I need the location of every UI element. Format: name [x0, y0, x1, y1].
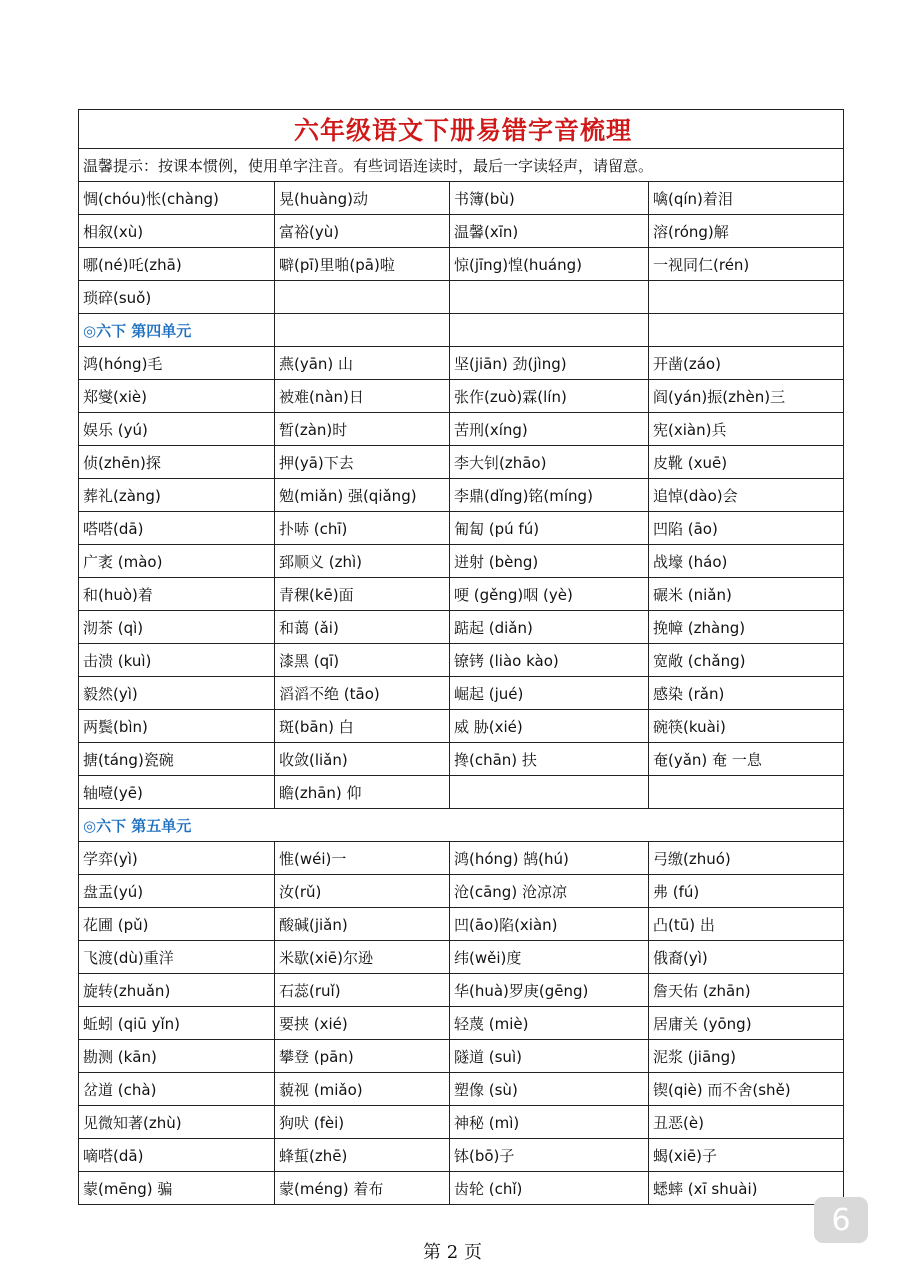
table-row: [79, 182, 844, 215]
table-cell: 琐碎(suǒ): [79, 281, 275, 314]
table-cell: 盘盂(yú): [79, 875, 275, 908]
table-row: [79, 776, 844, 809]
title-row: [79, 110, 844, 149]
section-heading-unit4: ◎六下 第四单元: [79, 314, 275, 347]
section-heading-unit5: ◎六下 第五单元: [79, 809, 844, 842]
table-cell: 哽 (gěng)咽 (yè): [450, 578, 649, 611]
page-badge: 6: [814, 1197, 868, 1243]
table-row: [79, 545, 844, 578]
table-cell: 漆黑 (qī): [275, 644, 450, 677]
table-cell: 郅顺义 (zhì): [275, 545, 450, 578]
table-cell: 要挟 (xié): [275, 1007, 450, 1040]
table-cell: 蝎(xiē)子: [649, 1139, 844, 1172]
table-cell: 葬礼(zàng): [79, 479, 275, 512]
table-cell: 晃(huàng)动: [275, 182, 450, 215]
table-cell: 奄(yǎn) 奄 一息: [649, 743, 844, 776]
table-cell: 齿轮 (chǐ): [450, 1172, 649, 1205]
table-row: [79, 248, 844, 281]
table-cell: 广袤 (mào): [79, 545, 275, 578]
page-title: 六年级语文下册易错字音梳理: [79, 110, 844, 149]
table-cell: 李鼎(dǐng)铭(míng): [450, 479, 649, 512]
table-cell: 一视同仁(rén): [649, 248, 844, 281]
table-row: [79, 875, 844, 908]
table-cell: 惟(wéi)一: [275, 842, 450, 875]
section-heading-unit4-row: [79, 314, 844, 347]
table-row: [79, 1040, 844, 1073]
table-cell: 丑恶(è): [649, 1106, 844, 1139]
table-cell: 哪(né)吒(zhā): [79, 248, 275, 281]
tip-text: 温馨提示：按课本惯例，使用单字注音。有些词语连读时，最后一字读轻声，请留意。: [79, 149, 844, 182]
table-cell: 匍匐 (pú fú): [450, 512, 649, 545]
pronunciation-table: [78, 109, 844, 1205]
table-row: [79, 347, 844, 380]
table-cell: 溶(róng)解: [649, 215, 844, 248]
table-row: [79, 842, 844, 875]
table-cell: 瞻(zhān) 仰: [275, 776, 450, 809]
table-cell: [649, 314, 844, 347]
table-cell: 惆(chóu)怅(chàng): [79, 182, 275, 215]
table-row: [79, 1139, 844, 1172]
table-row: [79, 974, 844, 1007]
table-cell: 收敛(liǎn): [275, 743, 450, 776]
table-cell: 搀(chān) 扶: [450, 743, 649, 776]
table-cell: 侦(zhēn)探: [79, 446, 275, 479]
section-heading-unit5-row: [79, 809, 844, 842]
table-cell: 纬(wěi)度: [450, 941, 649, 974]
table-row: [79, 512, 844, 545]
table-cell: 神秘 (mì): [450, 1106, 649, 1139]
table-cell: 蜂蜇(zhē): [275, 1139, 450, 1172]
table-row: [79, 380, 844, 413]
table-row: [79, 710, 844, 743]
table-cell: 皮靴 (xuē): [649, 446, 844, 479]
table-cell: 攀登 (pān): [275, 1040, 450, 1073]
table-cell: 泥浆 (jiāng): [649, 1040, 844, 1073]
table-cell: 汝(rǔ): [275, 875, 450, 908]
table-cell: 相叙(xù): [79, 215, 275, 248]
table-cell: 弗 (fú): [649, 875, 844, 908]
table-cell: 藐视 (miǎo): [275, 1073, 450, 1106]
table-cell: 踮起 (diǎn): [450, 611, 649, 644]
table-cell: 酸碱(jiǎn): [275, 908, 450, 941]
table-cell: 米歇(xiē)尔逊: [275, 941, 450, 974]
table-cell: 战壕 (háo): [649, 545, 844, 578]
table-cell: 隧道 (suì): [450, 1040, 649, 1073]
table-cell: 和蔼 (ǎi): [275, 611, 450, 644]
table-cell: [450, 281, 649, 314]
table-cell: 华(huà)罗庚(gēng): [450, 974, 649, 1007]
table-cell: 鸿(hóng) 鹄(hú): [450, 842, 649, 875]
table-cell: 凸(tū) 出: [649, 908, 844, 941]
table-cell: 花圃 (pǔ): [79, 908, 275, 941]
tip-row: [79, 149, 844, 182]
table-cell: 嘀嗒(dā): [79, 1139, 275, 1172]
table-cell: 惊(jīng)惶(huáng): [450, 248, 649, 281]
table-cell: [450, 776, 649, 809]
table-cell: [649, 281, 844, 314]
table-cell: 凹(āo)陷(xiàn): [450, 908, 649, 941]
table-cell: 弓缴(zhuó): [649, 842, 844, 875]
table-cell: 凹陷 (āo): [649, 512, 844, 545]
table-cell: 挽幛 (zhàng): [649, 611, 844, 644]
table-cell: 飞渡(dù)重洋: [79, 941, 275, 974]
table-cell: 崛起 (jué): [450, 677, 649, 710]
table-cell: 旋转(zhuǎn): [79, 974, 275, 1007]
table-cell: 滔滔不绝 (tāo): [275, 677, 450, 710]
table-cell: 钵(bō)子: [450, 1139, 649, 1172]
table-cell: 青稞(kē)面: [275, 578, 450, 611]
table-row: [79, 578, 844, 611]
table-cell: 开凿(záo): [649, 347, 844, 380]
table-cell: [275, 281, 450, 314]
table-cell: 阎(yán)振(zhèn)三: [649, 380, 844, 413]
table-cell: 岔道 (chà): [79, 1073, 275, 1106]
table-cell: 郑燮(xiè): [79, 380, 275, 413]
table-cell: 燕(yān) 山: [275, 347, 450, 380]
table-cell: 蟋蟀 (xī shuài): [649, 1172, 844, 1205]
table-cell: 蒙(méng) 着布: [275, 1172, 450, 1205]
table-cell: 斑(bān) 白: [275, 710, 450, 743]
table-cell: [649, 776, 844, 809]
table-cell: 宽敞 (chǎng): [649, 644, 844, 677]
table-cell: [275, 314, 450, 347]
table-cell: 居庸关 (yōng): [649, 1007, 844, 1040]
table-row: [79, 677, 844, 710]
table-cell: 塑像 (sù): [450, 1073, 649, 1106]
table-cell: 蒙(mēng) 骗: [79, 1172, 275, 1205]
table-cell: 温馨(xīn): [450, 215, 649, 248]
table-cell: 被难(nàn)日: [275, 380, 450, 413]
table-cell: 追悼(dào)会: [649, 479, 844, 512]
table-row: [79, 479, 844, 512]
table-cell: 詹天佑 (zhān): [649, 974, 844, 1007]
table-cell: 毅然(yì): [79, 677, 275, 710]
table-row: [79, 446, 844, 479]
table-cell: 宪(xiàn)兵: [649, 413, 844, 446]
table-cell: 噼(pī)里啪(pā)啦: [275, 248, 450, 281]
table-cell: 苦刑(xíng): [450, 413, 649, 446]
table-cell: 沏茶 (qì): [79, 611, 275, 644]
table-row: [79, 215, 844, 248]
table-cell: 噙(qín)着泪: [649, 182, 844, 215]
table-row: [79, 743, 844, 776]
table-cell: 轻蔑 (miè): [450, 1007, 649, 1040]
table-row: [79, 644, 844, 677]
table-cell: 勘测 (kān): [79, 1040, 275, 1073]
table-row: [79, 281, 844, 314]
table-row: [79, 1106, 844, 1139]
table-row: [79, 1172, 844, 1205]
table-row: [79, 908, 844, 941]
table-row: [79, 1007, 844, 1040]
table-cell: 碗筷(kuài): [649, 710, 844, 743]
table-cell: 狗吠 (fèi): [275, 1106, 450, 1139]
table-cell: 李大钊(zhāo): [450, 446, 649, 479]
table-cell: 暂(zàn)时: [275, 413, 450, 446]
table-cell: 两鬓(bìn): [79, 710, 275, 743]
table-cell: 书簿(bù): [450, 182, 649, 215]
table-cell: 扑哧 (chī): [275, 512, 450, 545]
table-cell: 感染 (rǎn): [649, 677, 844, 710]
table-cell: 鸿(hóng)毛: [79, 347, 275, 380]
table-cell: 镣铐 (liào kào): [450, 644, 649, 677]
table-cell: 富裕(yù): [275, 215, 450, 248]
table-cell: 轴噎(yē): [79, 776, 275, 809]
table-cell: 和(huò)着: [79, 578, 275, 611]
table-row: [79, 611, 844, 644]
table-cell: 锲(qiè) 而不舍(shě): [649, 1073, 844, 1106]
table-cell: 迸射 (bèng): [450, 545, 649, 578]
table-cell: 押(yā)下去: [275, 446, 450, 479]
table-cell: 学弈(yì): [79, 842, 275, 875]
table-cell: 搪(táng)瓷碗: [79, 743, 275, 776]
table-cell: 蚯蚓 (qiū yǐn): [79, 1007, 275, 1040]
table-cell: 见微知著(zhù): [79, 1106, 275, 1139]
page-number: 第 2 页: [423, 1242, 482, 1263]
table-cell: 威 胁(xié): [450, 710, 649, 743]
table-row: [79, 1073, 844, 1106]
table-cell: 击溃 (kuì): [79, 644, 275, 677]
table-cell: 俄裔(yì): [649, 941, 844, 974]
table-cell: 石蕊(ruǐ): [275, 974, 450, 1007]
table-row: [79, 413, 844, 446]
table-cell: 娱乐 (yú): [79, 413, 275, 446]
table-cell: 沧(cāng) 沧凉凉: [450, 875, 649, 908]
table-cell: 坚(jiān) 劲(jìng): [450, 347, 649, 380]
table-cell: 张作(zuò)霖(lín): [450, 380, 649, 413]
table-cell: 勉(miǎn) 强(qiǎng): [275, 479, 450, 512]
table-row: [79, 941, 844, 974]
table-cell: [450, 314, 649, 347]
table-cell: 嗒嗒(dā): [79, 512, 275, 545]
table-cell: 碾米 (niǎn): [649, 578, 844, 611]
